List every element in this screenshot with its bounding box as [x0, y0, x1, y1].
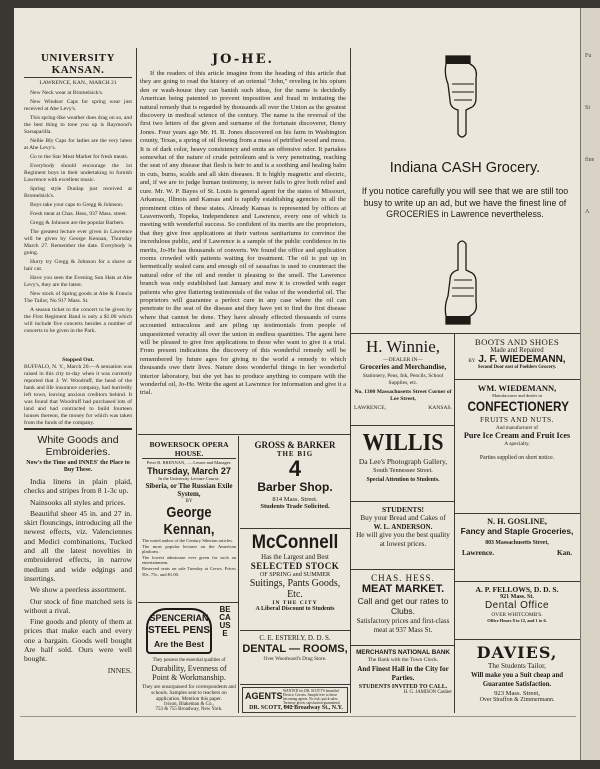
willis-l2: South Tennessee Street.	[373, 467, 433, 474]
fellows-l3: OVER WHITCOMB'S.	[491, 612, 543, 618]
spencerian-because: BECAUSE	[219, 606, 231, 638]
gross-solicit: Students Trade Solicited.	[260, 503, 330, 510]
spencerian-l1: SPENCERIAN	[149, 613, 209, 623]
mcconnell-l1: Has the Largest and Best	[261, 554, 329, 561]
boots-l3: Second Door east of Poehlers Grocery.	[477, 365, 557, 370]
spencerian-l3: Are the Best	[153, 639, 205, 649]
edge-fragment: Fu	[585, 53, 592, 59]
boots-l1: BOOTS AND SHOES	[474, 337, 560, 347]
spencerian-l2: STEEL PENS	[147, 625, 211, 636]
fellows-l4: Office Hours 8 to 12, and 1 to 6.	[487, 618, 547, 623]
students-who: W. L. ANDERSON.	[373, 523, 433, 531]
students-text2: He will give you the best quality at lowest prices.	[356, 531, 450, 548]
masthead: UNIVERSITY KANSAN.	[24, 52, 132, 78]
davies-name: DAVIES,	[476, 643, 558, 662]
rule	[240, 528, 350, 529]
johe-title: JO-HE.	[211, 52, 275, 67]
pointing-hand-up-icon	[440, 240, 484, 326]
local-item: Everybody should encourage the 1st Regiment boys in their undertaking to furnish Lawrence with excellent music.	[24, 163, 132, 183]
bowersock-note: In the University Lecture Course.	[158, 476, 220, 481]
local-items	[24, 90, 132, 355]
column-local-news	[24, 52, 132, 712]
esterly-l3: Over Woodward's Drug Store.	[263, 656, 327, 662]
stopped-head: Stopped Out.	[62, 357, 94, 363]
gross-shop: Barber Shop.	[257, 480, 333, 494]
hess-l3: Satisfactory prices and first-class meat at 937 Mass St.	[356, 617, 450, 634]
davies-l3: 923 Mass. Street,	[494, 690, 540, 697]
bowersock-ad	[142, 440, 236, 600]
gosline-state: Kan.	[557, 549, 572, 557]
indiana-title: Indiana CASH Grocery.	[389, 160, 541, 176]
indiana-text: If you notice carefully you will see that we are still too busy to write up an ad, but we have the finest line of GROCERIES in Lawrence nevertheless.	[361, 186, 569, 220]
local-item: New Neck wear at Bromelsick's.	[30, 90, 104, 96]
white-goods-para: Beautiful sheer 45 in. and 27 in. skirt flouncings, introducing all the newest effects, viz. Valenciennes and Medici combinations, Tucked and all the latest novelties in embroidered effects, in narrow medium and wide edgings and insertings.	[24, 508, 132, 583]
agents-addr: DR. SCOTT, 842 Broadway St., N.Y.	[249, 705, 343, 711]
wiedemann-l1: CONFECTIONERY	[467, 398, 569, 414]
local-item: Have you seen the Evening Sun Hats at Abe Levy's, they are the latest.	[24, 275, 132, 288]
bowersock-prices: Reserved seats on sale Tuesday at Crews. Prices 50c, 75c, and $1.00.	[142, 565, 236, 577]
winnie-dealer: —DEALER IN—	[383, 357, 423, 363]
hess-name: CHAS. HESS.	[371, 573, 435, 583]
students-ad	[354, 505, 452, 567]
local-item: Go to the Star Meat Market for fresh meats.	[30, 154, 129, 160]
esterly-l2: DENTAL — ROOMS,	[242, 643, 348, 655]
white-goods-sub: Now's the Time and INNES' the Place to Buy These.	[26, 460, 130, 473]
wiedemann-l2: FRUITS AND NUTS.	[480, 415, 554, 424]
boots-l2: Made and Repaired	[490, 347, 544, 354]
column-rule	[136, 48, 137, 713]
local-item: Spring style Dunlap just received at Bromelsick's.	[24, 186, 132, 199]
hess-l2: Call and get our rates to Clubs.	[357, 596, 449, 616]
mcconnell-l2: SELECTED STOCK	[250, 561, 340, 571]
fellows-name: A. P. FELLOWS, D. D. S.	[475, 585, 559, 594]
bowersock-desc2: The most popular lecturer on the American platform.	[142, 543, 236, 555]
esterly-l1: C. E. ESTERLY, D. D. S.	[259, 634, 331, 642]
column-rule	[350, 48, 351, 713]
rule	[240, 684, 350, 685]
mcconnell-l6: A Liberal Discount to Students	[255, 606, 335, 612]
winnie-name: H. Winnie,	[365, 337, 441, 356]
bowersock-desc3: The lowest admission ever given for such an entertainment.	[142, 554, 236, 566]
rule	[454, 513, 580, 514]
column-johe	[140, 52, 346, 432]
spencerian-body: They are unsurpassed for correspondents and schools. Samples sent to teachers on application. Mention this paper.	[142, 684, 236, 702]
mcconnell-l3: OF SPRING and SUMMER	[259, 571, 331, 578]
wiedemann-sub: Manufacturer and dealer in	[492, 393, 542, 398]
bowersock-kennan: George Kennan,	[163, 504, 215, 538]
innes-signature: INNES.	[107, 665, 132, 675]
bowersock-desc1: The noted author of the Century Siberian articles.	[142, 538, 234, 543]
agents-ad	[242, 687, 348, 713]
willis-name: WILLIS	[362, 430, 444, 456]
mcconnell-l5: IN THE CITY	[272, 600, 318, 606]
winnie-ad	[354, 337, 452, 423]
local-item: This spring-like weather does drag on so, and the best thing to tone you up is Raymond's Sarsaparilla.	[24, 115, 132, 135]
edge-fragments	[581, 8, 600, 220]
rule	[240, 630, 350, 631]
gross-head: GROSS & BARKER	[254, 440, 336, 450]
local-item: Nellie Bly Caps for ladies are the very latest at Abe Levy's.	[24, 138, 132, 151]
white-goods-ad	[24, 428, 132, 675]
fellows-ad	[458, 585, 576, 637]
gross-the: THE BIG	[276, 450, 314, 458]
edge-fragment: fine	[585, 157, 595, 163]
winnie-state: KANSAS.	[428, 404, 452, 411]
bottom-rule	[20, 716, 576, 717]
newspaper-page	[14, 8, 580, 760]
winnie-goods: Groceries and Merchandise,	[359, 363, 447, 371]
gross-barker-ad	[242, 440, 348, 526]
bowersock-head: BOWERSOCK OPERA HOUSE.	[142, 440, 236, 459]
indiana-grocery-ad	[354, 50, 576, 332]
mcconnell-name: McConnell	[251, 532, 339, 553]
local-item: The greatest lecture ever given in Lawrence will be given by George Kennan, Thursday March 27. Remember the date. Everybody is going.	[24, 229, 132, 256]
spencerian-ad	[142, 606, 236, 712]
edge-fragment: Si	[585, 105, 591, 111]
wiedemann-name: WM. WIEDEMANN,	[477, 383, 557, 393]
bank-l4: H. G. JAMISON Cashier	[403, 690, 452, 695]
white-goods-head: White Goods and Embroideries.	[37, 434, 119, 458]
gosline-city: Lawrence.	[462, 549, 495, 557]
willis-ad	[354, 429, 452, 499]
spencerian-quals: Durability, Evenness of Point & Workmanship.	[151, 664, 227, 682]
local-item: New Windsor Caps for spring wear just received at Abe Levy's.	[24, 99, 132, 112]
mcconnell-l4: Suitings, Pants Goods, Etc.	[249, 578, 341, 600]
local-item: Gregg & Johnson are the popular Barbers.	[30, 220, 125, 226]
rule	[454, 581, 580, 582]
boots-name: J. F. WIEDEMANN,	[478, 354, 566, 365]
rule	[138, 602, 238, 603]
rule	[350, 333, 580, 334]
bank-name: MERCHANTS NATIONAL BANK	[356, 649, 450, 656]
white-goods-para: We show a peerless assortment.	[30, 585, 127, 595]
column-rule	[454, 333, 455, 713]
winnie-addr: No. 1300 Massachusetts Street Corner of Lee Street,	[354, 389, 452, 402]
white-goods-para: Our stock of fine matched sets is without a rival.	[24, 596, 132, 615]
rule	[350, 425, 454, 426]
local-item: Hurry try Gregg & Johnson for a shave or hair cut.	[24, 259, 132, 272]
wiedemann-l6: Parties supplied on short notice.	[479, 455, 555, 461]
rule	[350, 569, 454, 570]
students-text1: Buy your Bread and Cakes of	[360, 514, 446, 522]
white-goods-para: Nainsooks all styles and prices.	[30, 497, 126, 507]
gosline-l1: Fancy and Staple Groceries,	[460, 526, 574, 536]
stopped-text: BUFFALO, N. Y., March 20.—A sensation was raised in this city to-day when it was currently reported that J. W. Woodruff, the head of the bank and life insurance company, had hurriedly left town, leaving anxious creditors behind. It was found that Woodruff had purchased lots of land and had contracted to build fourteen houses thereon, the money for which was taken from the funds of the company.	[24, 364, 132, 426]
wiedemann-l5: A specialty.	[504, 441, 530, 447]
hess-l1: MEAT MARKET.	[361, 583, 445, 595]
gosline-ad	[458, 517, 576, 579]
mcconnell-ad	[242, 532, 348, 628]
boots-by: BY	[468, 359, 476, 364]
willis-l1: Da Lee's Photograph Gallery,	[358, 457, 448, 466]
white-goods-para: Fine goods and plenty of them at prices that make each and every one a bargain. Goods well bought Are half sold. Ours were well bought.	[24, 617, 132, 664]
local-item: New stock of Spring goods at Abe & Francis The Tailor, No 917 Mass. St.	[24, 291, 132, 304]
adjacent-page-edge	[580, 8, 600, 760]
rule	[350, 645, 454, 646]
davies-l1: The Students Tailor,	[488, 662, 546, 670]
gosline-name: N. H. GOSLINE,	[487, 517, 547, 526]
dateline: LAWRENCE, KAN., MARCH 21	[39, 80, 117, 86]
davies-l4: Over Straffon & Zimmermann.	[479, 697, 555, 703]
local-item: Boys take your caps to Gregg & Johnson.	[30, 202, 124, 208]
wiedemann-l3: And manufacturer of	[496, 426, 538, 431]
gross-num: 4	[288, 456, 302, 481]
boots-ad	[458, 337, 576, 377]
white-goods-para: India linens in plain plaid, checks and stripes from 8 1-3c up.	[24, 477, 132, 496]
hess-ad	[354, 573, 452, 643]
rule	[138, 434, 350, 435]
wiedemann-ad	[458, 383, 576, 511]
spencerian-addr: 753 & 755 Broadway, New York.	[155, 707, 223, 712]
bowersock-sub: Peter R. BRENNAN, ......Lessee and Manager.	[146, 460, 232, 465]
esterly-ad	[242, 634, 348, 682]
bank-l1: The Bank with the Town Clock.	[367, 657, 439, 663]
gross-addr: 814 Mass. Street.	[272, 496, 318, 503]
davies-l2: Will make you a Suit cheap and Guarantee Satisfaction.	[470, 672, 564, 688]
column-rule	[238, 436, 239, 713]
bank-ad	[354, 649, 452, 713]
rule	[350, 501, 454, 502]
students-head: STUDENTS!	[381, 505, 425, 514]
bank-l3: STUDENTS INVITED TO CALL.	[358, 684, 448, 690]
spencerian-firm: Ivison, Blakeman & Co.,	[164, 702, 214, 707]
spencerian-intro: They possess the essential qualities of	[152, 658, 226, 663]
pointing-hand-down-icon	[440, 54, 484, 140]
bowersock-by: BY	[185, 499, 193, 504]
rule	[454, 639, 580, 640]
bank-l2: And Finest Hall in the City for Parties.	[357, 665, 449, 682]
white-goods-paras	[24, 477, 132, 664]
wiedemann-l4: Pure Ice Cream and Fruit Ices	[463, 431, 571, 440]
davies-ad	[458, 643, 576, 713]
bowersock-date: Thursday, March 27	[147, 466, 231, 476]
fellows-l2: Dental Office	[484, 600, 550, 611]
willis-l3: Special Attention to Students.	[366, 477, 440, 483]
fellows-l1: 921 Mass. St.	[500, 594, 534, 600]
local-item: Fresh meat at Chas. Hess, 937 Mass. street.	[30, 211, 128, 217]
gosline-l2: 803 Massachusetts Street,	[485, 540, 549, 546]
winnie-list: Stationery, Pens, Ink, Pencils, School Supplies, etc.	[362, 373, 444, 386]
agents-text: WANTED for DR. SCOTT'S beautiful Electric Corsets. Sample free to those becoming agents. No risk, quick sales. Territory given, satisfaction guaranteed.	[283, 689, 341, 706]
agents-word: AGENTS	[245, 691, 283, 701]
winnie-city: LAWRENCE,	[354, 404, 387, 411]
rule	[454, 379, 580, 380]
johe-article: If the readers of this article imagine from the heading of this article that they are going to read the history of an oriental "John," reveling in his opium den or wash-house they can banish such ideas, for the name is decidedly American being patented to prevent imposition and fraud in imitating the natural remedy that is regarded by thousands all over the Union as the greatest discovery in medical science of the century. The name is the reversal of the first two letters of the given and surname of the fortunate discoverer, Henry Jones. Four years ago Mr. H. B. Jones discovered on his farm in Washington county, Texas, a spring of oil flowing from a mass of petrified wood and moss. It is of dark color, heavy consistency and emits an offensive odor. It partakes somewhat of the nature of crude petroleum and is very penetrating, reaching the seat of any disease that flesh is heir to and is a soothing and healing balm in cuts, burns, scalds and all skin diseases. It is highly magnetic and electric, and, if we are to judge human testimony, is never fails to give both relief and cure. Mr. W. P. Bayes of St. Louis is general agent for the states of Missouri, Arkansas, Illinois and Kansas and is rapidly establishing agencies in all the prominent cities of these states. Already Kansas is represented by offices at Leavenworth, Topeka, Independence and Lawrence, every one of which is meeting with wonderful success. So confident of its merits are the proprietors, that they give free applications at their various sanitariums to convince the incredulous public, and if Lawrence is a sample of the public confidence in its merits, Jo-He has thousands of converts. We found the office and application rooms crowded with patients waiting for treatment. The oil is put up in hermetically sealed cans and enough oil of sassafras is used to counteract the natural odor of the oil and render it pleasing to the smell. The Lawrence branch was only established last January and now it is crowded with eager patients who give flattering testimonials of the value of the wonderful oil. The proprietors will guarantee a perfect cure in any case where the oil can penetrate to the seat of the disease and they have yet to find the first disease where that cannot be done. They have already effected thousands of cures accounted miraculous and are piling up testimonials from people of unquestioned veracity all over the union in endless quantities. The agent here will be pleased to give free applications to those who want to give it a trial. From present indications the discovery of this wonderful remedy will be remembered by future ages for giving to the world a remedy to which thousands owe their lives. Nature does wonderful things in her wonderful interior laboratory, but she yet has to produce anything to compare with the wonderful oil, Jo-He. Write the agent at Lawrence for information and give it a trial.	[140, 70, 346, 397]
edge-fragment: A	[585, 209, 590, 215]
local-item: A season ticket to the concert to be given by the First Regiment Band is only a $1.00 which will include five concerts besides a number of concerts to be given in the Park.	[24, 307, 132, 334]
bowersock-lecture: Siberia, or The Russian Exile System,	[145, 482, 233, 498]
